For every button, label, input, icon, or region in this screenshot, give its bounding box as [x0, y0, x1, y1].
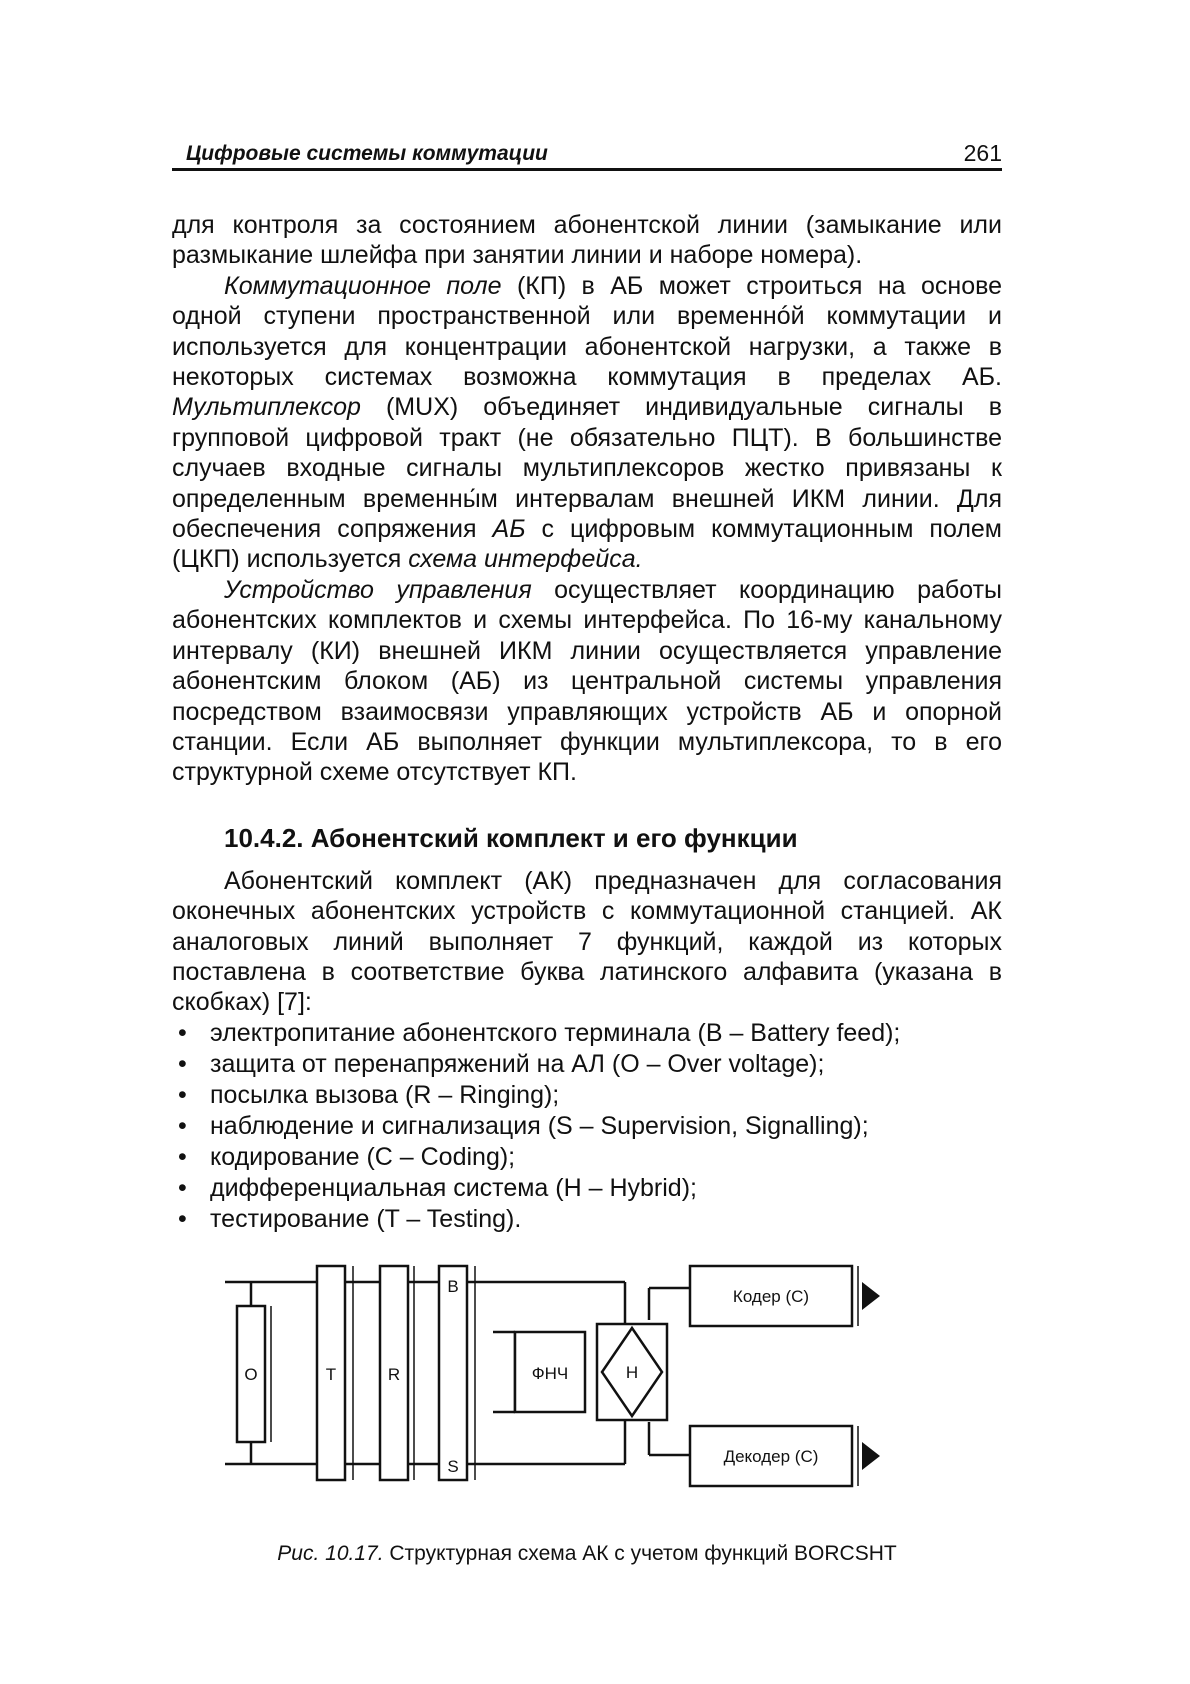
decoder-output-arrow [862, 1442, 880, 1470]
label-coder: Кодер (С) [732, 1287, 810, 1306]
label-decoder: Декодер (С) [723, 1447, 819, 1466]
label-t: T [325, 1365, 337, 1384]
section-heading: 10.4.2. Абонентский комплект и его функции [224, 822, 798, 853]
function-list [172, 1018, 1002, 1235]
coder-output-arrow [862, 1282, 880, 1310]
label-r: R [387, 1365, 401, 1384]
text-run: (КП) в АБ может строиться на основе одной ступени пространственной или временнóй коммутации и используется для концентрации абонентской нагрузки, а также в некоторых системах возможна коммутация в пределах АБ. [172, 271, 1003, 392]
label-lpf: ФНЧ [531, 1364, 569, 1383]
italic-term: схема интерфейса. [408, 545, 643, 574]
text-run: с цифровым коммутационным полем (ЦКП) используется [172, 515, 1002, 574]
running-header [172, 138, 1002, 171]
list-item: • тестирование (T – Testing). [172, 1204, 1002, 1235]
output-arrows [862, 1282, 880, 1470]
block-bs [439, 1266, 467, 1480]
text-run: для контроля за состоянием абонентской линии (замыкание или размыкание шлейфа при занятии линии и наборе номера). [172, 211, 1002, 270]
italic-term: АБ [492, 515, 526, 544]
section-intro: Абонентский комплект (АК) предназначен для согласования оконечных абонентских устройств с коммутационной станцией. АК аналоговых линий выполняет 7 функций, каждой из которых поставлена в соответствие буква латинского алфавита (указана в скобках) [7]: [172, 866, 1002, 1017]
paragraph-continuation [172, 210, 1002, 271]
header-title: Цифровые системы коммутации [186, 142, 548, 165]
list-item: • кодирование (C – Coding); [172, 1142, 1002, 1173]
list-item: • дифференциальная система (H – Hybrid); [172, 1173, 1002, 1204]
text-run: осуществляет координацию работы абонентских комплектов и схемы интерфейса. По 16-му канальному интервалу (КИ) внешней ИКМ линии осуществляется управление абонентским блоком (АБ) из центральной системы управления посредством взаимосвязи управляющих устройств АБ и опорной станции. Если АБ выполняет функции мультиплексора, то в его структурной схеме отсутствует КП. [172, 575, 1002, 787]
label-o: O [244, 1365, 258, 1384]
body-text [172, 210, 1002, 1235]
paragraph-control-unit [172, 575, 1002, 788]
label-hybrid: H [625, 1363, 639, 1382]
label-s: S [447, 1457, 459, 1476]
italic-term: Мультиплексор [172, 393, 361, 422]
list-item: • наблюдение и сигнализация (S – Supervision, Signalling); [172, 1111, 1002, 1142]
italic-term: Устройство управления [224, 575, 532, 604]
caption-text: Структурная схема АК с учетом функций BORCSHT [383, 1542, 897, 1565]
text-run: (MUX) объединяет индивидуальные сигналы в групповой цифровой тракт (не обязательно ПЦТ). В большинстве случаев входные сигналы мультиплексоров жестко привязаны к определенным временны́м интервалам внешней ИКМ линии. Для обеспечения сопряжения [172, 393, 1002, 544]
list-item: • электропитание абонентского терминала (B – Battery feed); [172, 1018, 1002, 1049]
caption-label: Рис. 10.17. [277, 1542, 384, 1565]
paragraph-switching-field [172, 271, 1002, 575]
list-item: • посылка вызова (R – Ringing); [172, 1080, 1002, 1111]
diagram-svg [225, 1262, 945, 1532]
list-item: • защита от перенапряжений на АЛ (O – Over voltage); [172, 1049, 1002, 1080]
figure-caption [172, 1542, 1002, 1566]
label-b: B [447, 1277, 459, 1296]
borcsht-diagram [225, 1262, 945, 1532]
page-number: 261 [963, 140, 1002, 166]
italic-term: Коммутационное поле [224, 271, 502, 300]
